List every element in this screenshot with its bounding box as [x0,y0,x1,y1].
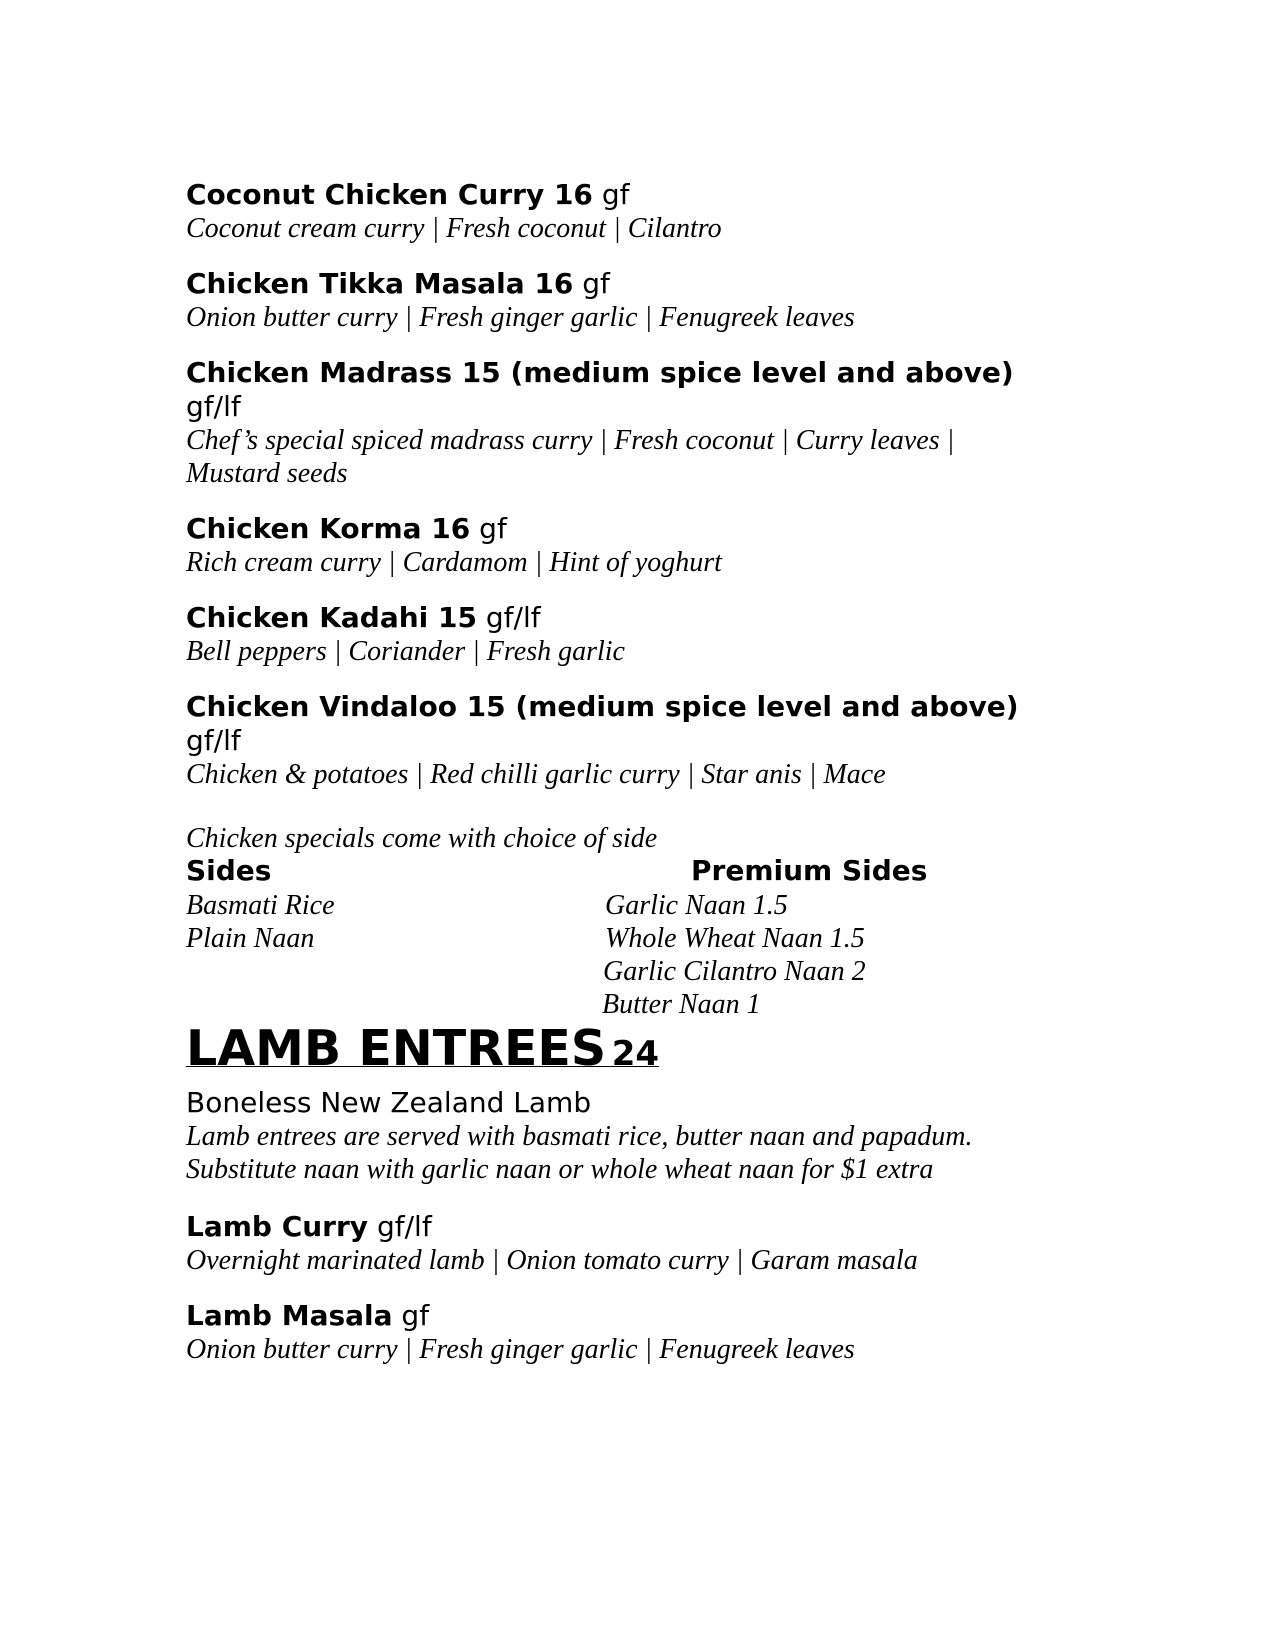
section-subtitle: Boneless New Zealand Lamb [186,1086,592,1119]
item-description: Chef’s special spiced madrass curry | Fresh coconut | Curry leaves | [186,425,955,456]
sides-heading: Sides [186,854,272,887]
sides-list [186,889,335,955]
menu-item-chicken-madrass [186,356,1086,490]
menu-item-chicken-korma [186,512,1086,579]
item-tag: gf/lf [485,601,541,634]
menu-item-chicken-vindaloo [186,690,1086,791]
premium-side-item: Garlic Naan 1.5 [605,890,788,921]
premium-sides-list [602,889,866,1021]
item-name: Chicken Korma 16 [186,512,471,545]
item-tag: gf [582,267,610,300]
section-price: 24 [611,1034,660,1074]
premium-side-item: Whole Wheat Naan 1.5 [605,923,865,954]
item-name: Chicken Madrass 15 (medium spice level and above) [186,356,1014,389]
premium-sides-heading: Premium Sides [691,854,928,887]
item-title [186,1210,1086,1244]
item-name: Chicken Tikka Masala 16 [186,267,574,300]
side-item: Plain Naan [186,923,315,954]
item-tag: gf/lf [186,390,241,423]
item-tag: gf/lf [186,724,241,757]
section-note: Substitute naan with garlic naan or whole wheat naan for $1 extra [186,1154,934,1185]
item-name: Chicken Kadahi 15 [186,601,477,634]
menu-item-lamb-curry [186,1210,1086,1277]
sides-section [186,855,1086,1023]
item-tag: gf [601,178,630,211]
item-name: Chicken Vindaloo 15 (medium spice level and above) [186,690,1019,723]
item-name: Lamb Masala [186,1299,393,1332]
item-tag: gf [401,1299,430,1332]
item-name: Coconut Chicken Curry 16 [186,178,593,211]
item-description: Onion butter curry | Fresh ginger garlic | Fenugreek leaves [186,1334,855,1365]
item-name: Lamb Curry [186,1210,369,1243]
menu-item-lamb-masala [186,1299,1086,1366]
menu-item-coconut-chicken-curry [186,178,1086,245]
side-note: Chicken specials come with choice of side [186,823,658,854]
menu-page [186,178,1086,1388]
item-description: Rich cream curry | Cardamom | Hint of yoghurt [186,547,722,578]
section-title-lamb [186,1020,1086,1086]
item-description: Overnight marinated lamb | Onion tomato curry | Garam masala [186,1245,918,1276]
item-description: Mustard seeds [186,458,348,489]
section-note: Lamb entrees are served with basmati rice, butter naan and papadum. [186,1121,973,1152]
side-item: Basmati Rice [186,890,335,921]
item-title [186,601,1086,635]
menu-item-chicken-kadahi [186,601,1086,668]
premium-side-item: Garlic Cilantro Naan 2 [603,956,866,987]
premium-side-item: Butter Naan 1 [602,989,761,1020]
item-title [186,267,1086,301]
item-description: Bell peppers | Coriander | Fresh garlic [186,636,625,667]
item-description: Chicken & potatoes | Red chilli garlic curry | Star anis | Mace [186,759,886,790]
item-title [186,512,1086,546]
item-title [186,178,1086,212]
item-tag: gf/lf [376,1210,432,1243]
menu-item-chicken-tikka-masala [186,267,1086,334]
item-description: Coconut cream curry | Fresh coconut | Cilantro [186,213,722,244]
section-title-text: LAMB ENTREES [186,1020,607,1077]
item-title [186,356,1086,390]
item-title [186,690,1086,724]
item-tag: gf [479,512,507,545]
item-description: Onion butter curry | Fresh ginger garlic | Fenugreek leaves [186,302,855,333]
item-title [186,1299,1086,1333]
